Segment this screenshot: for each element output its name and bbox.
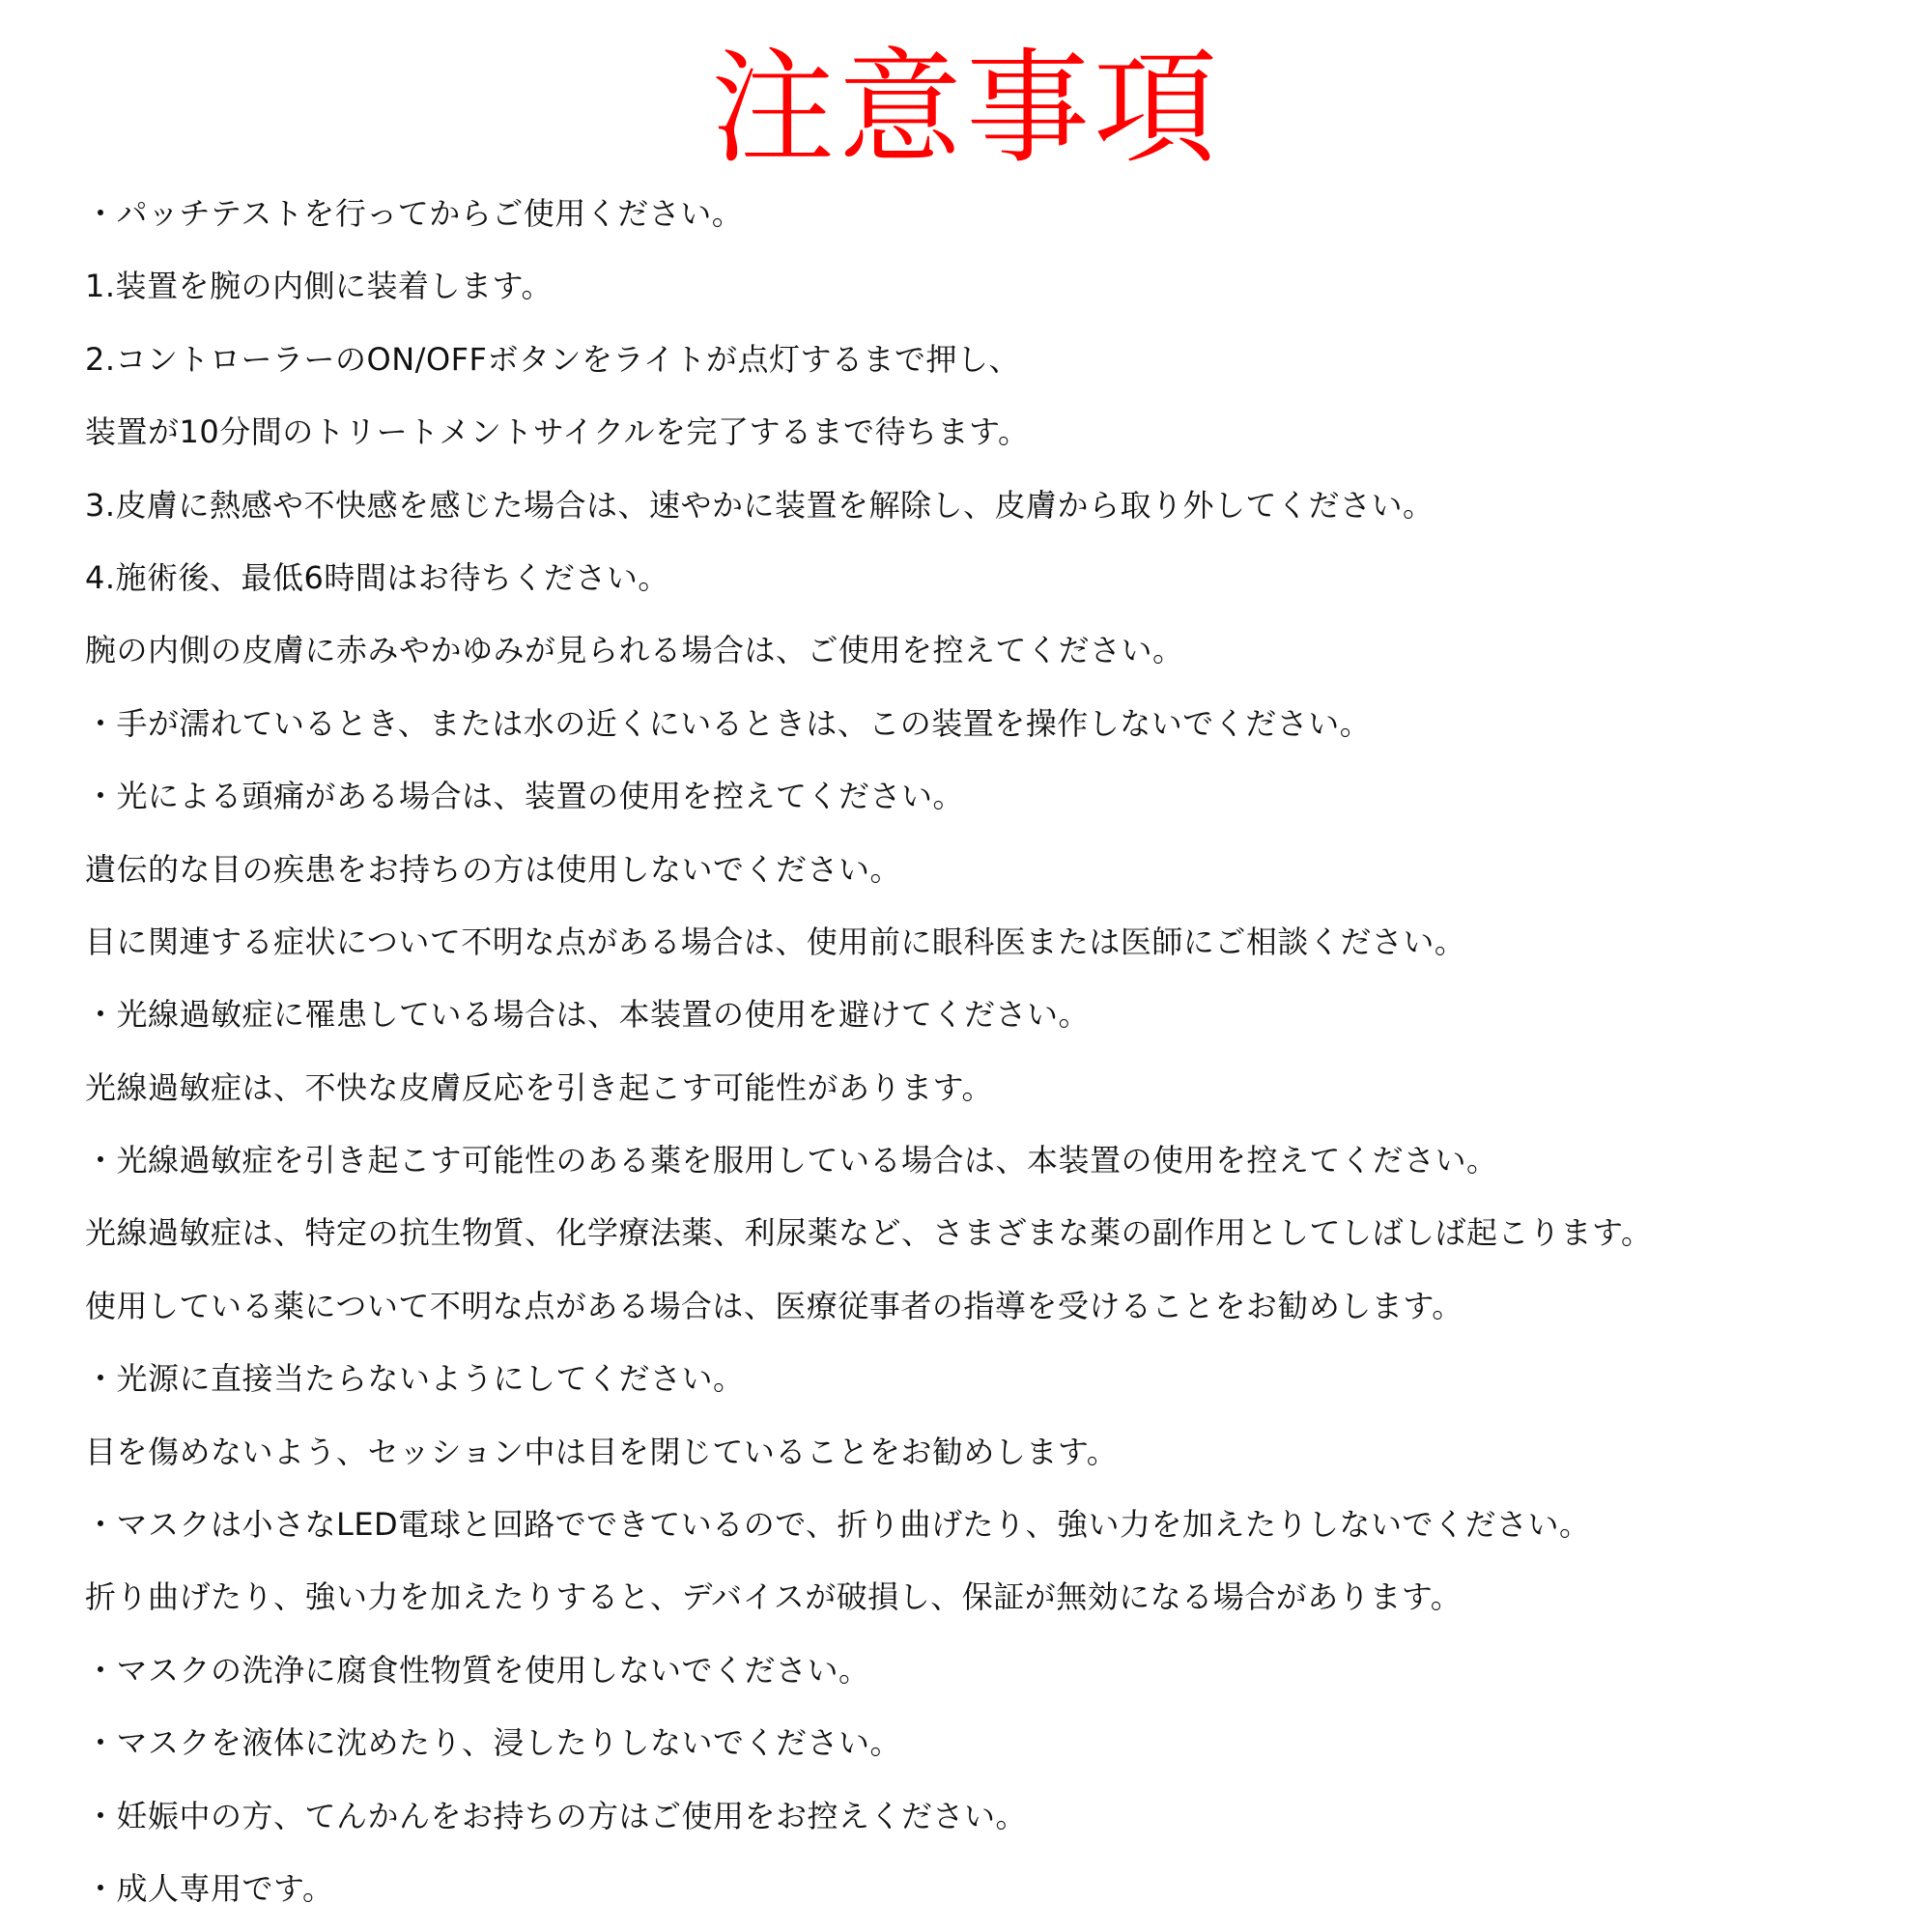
note-line: 腕の内側の皮膚に赤みやかゆみが見られる場合は、ご使用を控えてください。: [85, 632, 1184, 669]
note-line: 装置が10分間のトリートメントサイクルを完了するまで待ちます。: [85, 413, 1030, 451]
note-line: ・光線過敏症に罹患している場合は、本装置の使用を避けてください。: [85, 996, 1091, 1034]
note-line: 折り曲げたり、強い力を加えたりすると、デバイスが破損し、保証が無効になる場合があります。: [85, 1578, 1463, 1616]
note-line: 目を傷めないよう、セッション中は目を閉じていることをお勧めします。: [85, 1433, 1119, 1470]
note-line: 1.装置を腕の内側に装着します。: [85, 268, 553, 305]
note-line: 2.コントローラーのON/OFFボタンをライトが点灯するまで押し、: [85, 340, 1020, 378]
note-line: 4.施術後、最低6時間はお待ちください。: [85, 558, 669, 596]
note-line: ・成人専用です。: [85, 1869, 334, 1907]
note-line: ・マスクの洗浄に腐食性物質を使用しないでください。: [85, 1651, 870, 1689]
note-line: ・妊娠中の方、てんかんをお持ちの方はご使用をお控えください。: [85, 1797, 1028, 1834]
note-line: 目に関連する症状について不明な点がある場合は、使用前に眼科医または医師にご相談ください。: [85, 923, 1466, 960]
note-line: ・マスクは小さなLED電球と回路でできているので、折り曲げたり、強い力を加えたりしないでください。: [85, 1506, 1591, 1544]
note-line: 使用している薬について不明な点がある場合は、医療従事者の指導を受けることをお勧めします。: [85, 1287, 1463, 1324]
note-line: ・光線過敏症を引き起こす可能性のある薬を服用している場合は、本装置の使用を控えてください。: [85, 1142, 1498, 1179]
note-line: 光線過敏症は、不快な皮膚反応を引き起こす可能性があります。: [85, 1068, 993, 1106]
note-line: 遺伝的な目の疾患をお持ちの方は使用しないでください。: [85, 850, 902, 888]
note-line: 光線過敏症は、特定の抗生物質、化学療法薬、利尿薬など、さまざまな薬の副作用としてしばしば起こります。: [85, 1214, 1653, 1252]
page-title: 注意事項: [710, 37, 1221, 181]
note-line: ・手が濡れているとき、または水の近くにいるときは、この装置を操作しないでください。: [85, 704, 1372, 742]
note-line: ・パッチテストを行ってからご使用ください。: [85, 195, 744, 232]
note-line: 3.皮膚に熱感や不快感を感じた場合は、速やかに装置を解除し、皮膚から取り外してください。: [85, 486, 1435, 524]
note-line: ・光による頭痛がある場合は、装置の使用を控えてください。: [85, 778, 965, 815]
note-line: ・マスクを液体に沈めたり、浸したりしないでください。: [85, 1724, 902, 1762]
note-line: ・光源に直接当たらないようにしてください。: [85, 1360, 745, 1398]
notes-list: [85, 185, 1901, 1932]
